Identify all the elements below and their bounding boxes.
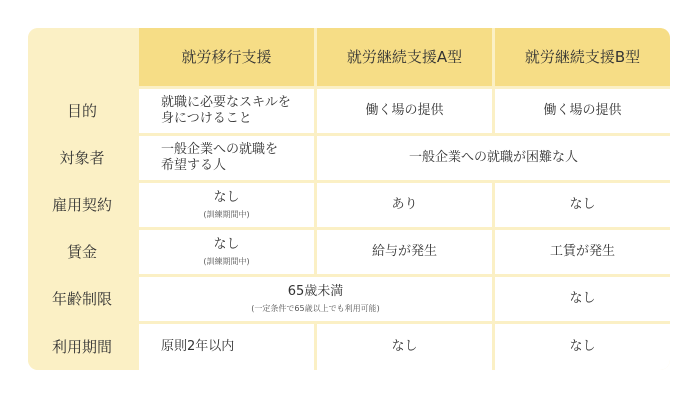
purpose-type-a: 働く場の提供: [317, 89, 492, 133]
contract-transition: [139, 183, 314, 227]
age-transition-a: [139, 277, 492, 321]
age-type-b: なし: [495, 277, 670, 321]
row-label-wage: 賃金: [28, 230, 136, 274]
row-label-target: 対象者: [28, 136, 136, 180]
row-label-contract: 雇用契約: [28, 183, 136, 227]
purpose-transition-line2: 身につけること: [161, 111, 252, 126]
purpose-type-b: 働く場の提供: [495, 89, 670, 133]
target-transition: [139, 136, 314, 180]
age-transition-a-value: 65歳未満: [287, 283, 344, 299]
row-label-period: 利用期間: [28, 324, 136, 370]
period-type-b: なし: [495, 324, 670, 370]
contract-transition-value: なし: [213, 189, 240, 205]
period-transition: 原則2年以内: [139, 324, 314, 370]
contract-type-b: なし: [495, 183, 670, 227]
wage-transition: [139, 230, 314, 274]
header-continuation-a: 就労継続支援A型: [317, 28, 492, 86]
purpose-transition: [139, 89, 314, 133]
header-transition-support: 就労移行支援: [139, 28, 314, 86]
target-transition-line1: 一般企業への就職を: [161, 141, 279, 157]
wage-transition-value: なし: [213, 236, 240, 252]
header-continuation-b: 就労継続支援B型: [495, 28, 670, 86]
row-label-age-limit: 年齢制限: [28, 277, 136, 321]
comparison-table: [28, 28, 670, 370]
target-transition-line2: 希望する人: [161, 158, 227, 173]
row-label-purpose: 目的: [28, 89, 136, 133]
wage-transition-note: (訓練期間中): [203, 257, 250, 267]
age-transition-a-note: (一定条件で65歳以上でも利用可能): [251, 304, 380, 314]
period-type-a: なし: [317, 324, 492, 370]
corner-cell: [28, 28, 136, 86]
target-type-ab: 一般企業への就職が困難な人: [317, 136, 670, 180]
purpose-transition-line1: 就職に必要なスキルを: [161, 94, 291, 110]
contract-transition-note: (訓練期間中): [203, 210, 250, 220]
wage-type-a: 給与が発生: [317, 230, 492, 274]
contract-type-a: あり: [317, 183, 492, 227]
wage-type-b: 工賃が発生: [495, 230, 670, 274]
